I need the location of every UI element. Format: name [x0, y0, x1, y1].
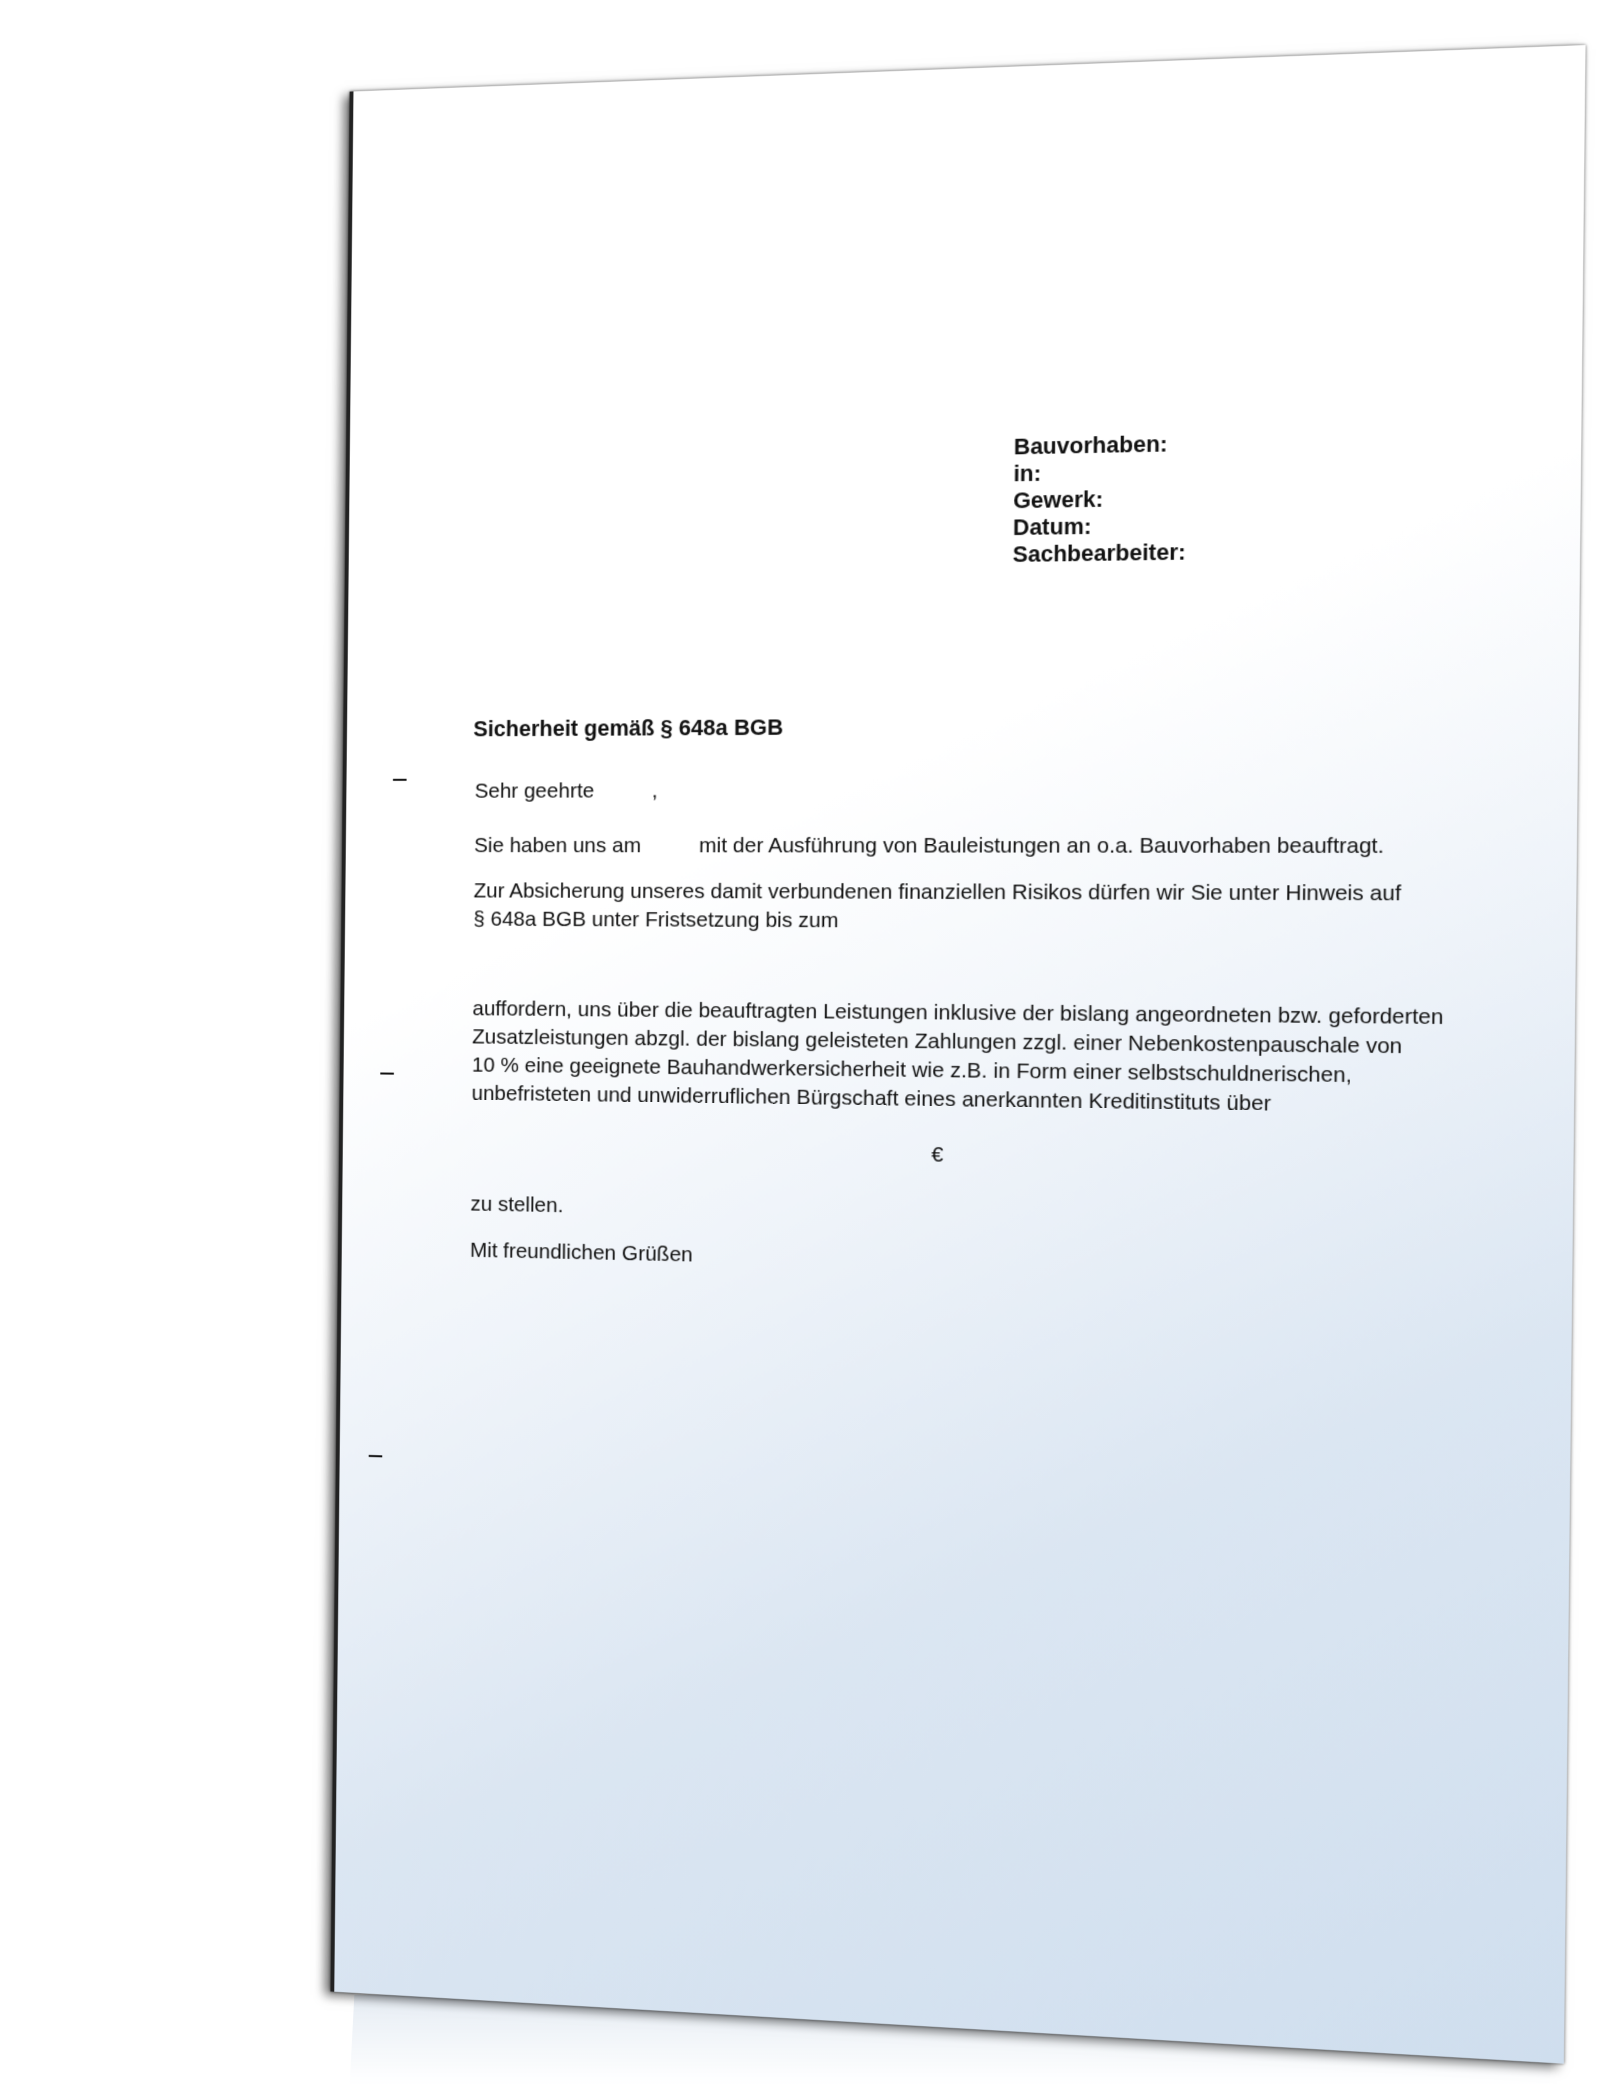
paragraph-request-line-3: 10 % eine geeignete Bauhandwerkersicherheit wie z.B. in Form einer selbstschuldnerischen, [471, 1053, 1352, 1088]
closing-greeting: Mit freundlichen Grüßen [469, 1238, 693, 1267]
paragraph-security-intro [473, 877, 1401, 938]
fold-mark-middle [380, 1072, 394, 1074]
paragraph-request-line-1: auffordern, uns über die beauftragten Leistungen inklusive der bislang angeordneten bzw. geforderten [472, 997, 1444, 1030]
gewerk-label: Gewerk: [1013, 485, 1104, 514]
in-label: in: [1013, 460, 1042, 487]
salutation-comma: , [651, 779, 658, 803]
paragraph-request-line-2: Zusatzleistungen abzgl. der bislang geleisteten Zahlungen zzgl. einer Nebenkostenpauschale von [472, 1025, 1403, 1059]
paragraph-security-line-1: Zur Absicherung unseres damit verbundenen finanziellen Risikos dürfen wir Sie unter Hinweis auf [473, 879, 1402, 906]
currency-symbol: € [931, 1142, 944, 1167]
fold-mark-top [393, 779, 407, 781]
salutation [475, 777, 658, 806]
bauvorhaben-label: Bauvorhaben: [1013, 430, 1168, 460]
paragraph-request-line-4: unbefristeten und unwiderruflichen Bürgschaft eines anerkannten Kreditinstituts über [471, 1081, 1272, 1116]
sachbearbeiter-label: Sachbearbeiter: [1012, 538, 1186, 568]
paragraph-commission-start: Sie haben uns am [474, 833, 642, 858]
fold-mark-bottom [369, 1455, 383, 1457]
paragraph-request [471, 995, 1443, 1121]
paragraph-security-line-2: § 648a BGB unter Fristsetzung bis zum [473, 907, 839, 933]
letter-subject: Sicherheit gemäß § 648a BGB [473, 714, 784, 742]
salutation-prefix: Sehr geehrte [474, 779, 595, 803]
paragraph-commission-end: mit der Ausführung von Bauleistungen an o.a. Bauvorhaben beauftragt. [698, 833, 1385, 859]
datum-label: Datum: [1012, 513, 1092, 541]
paragraph-provide: zu stellen. [470, 1192, 564, 1218]
project-info-block [1013, 430, 1188, 568]
letter-page [330, 45, 1585, 2064]
paragraph-commission [474, 832, 1384, 861]
